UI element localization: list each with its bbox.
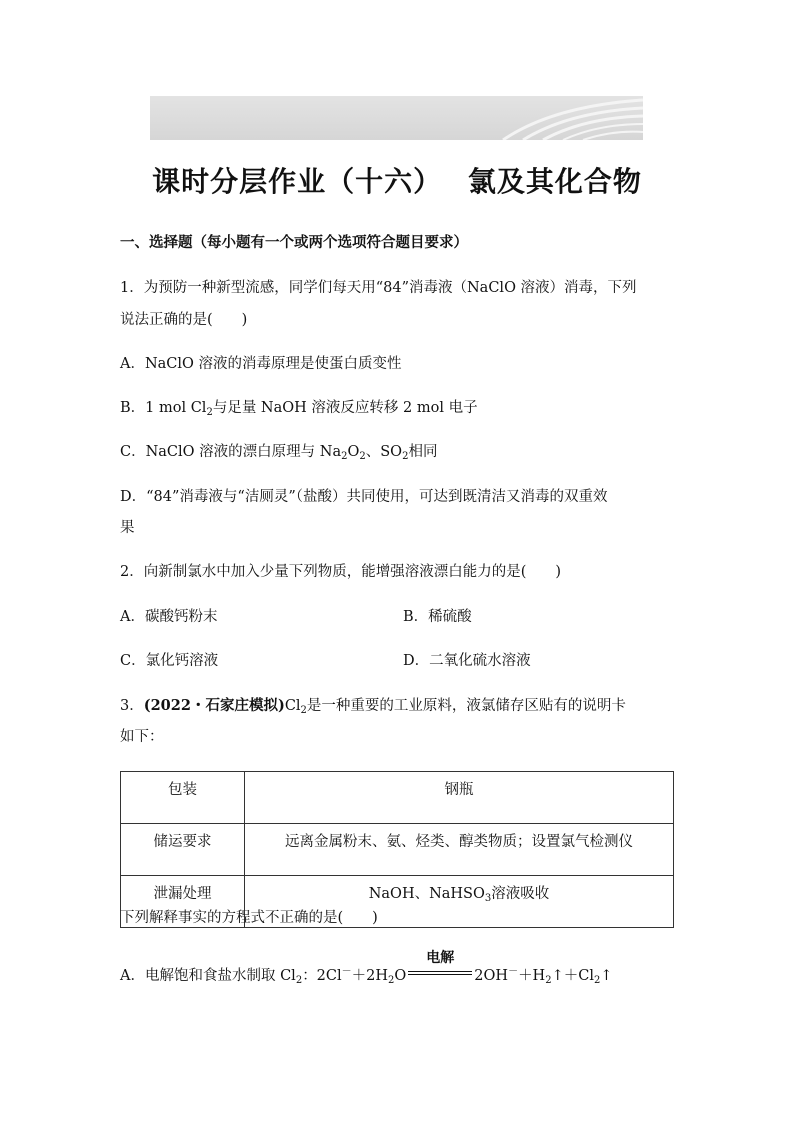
q3-a-o: O [394,967,407,984]
q1-option-d-line2: 果 [120,520,135,536]
q1-b-pre: B．1 mol Cl [120,400,207,416]
electrolysis-arrow [408,950,472,982]
q1-stem-line1: 1．为预防一种新型流感，同学们每天用“84”消毒液（NaClO 溶液）消毒，下列 [120,280,637,296]
sub-2: 2 [359,451,366,462]
q3-a-rhs5: ↑ [600,967,613,984]
q3-stem-line2: 如下： [120,729,164,745]
q1-option-c [120,442,437,467]
q3-a-colon: ：2Cl [302,967,342,984]
decorative-waves-icon [483,96,643,140]
sub-2: 2 [402,451,409,462]
header-banner [150,96,643,140]
q3-a-plus: ＋2H [351,967,389,984]
sub-2: 2 [388,974,395,986]
q3-stem-b: 是一种重要的工业原料，液氯储存区贴有的说明卡 [306,698,626,714]
q2-option-a: A．碳酸钙粉末 [120,609,218,625]
table-cell: 包装 [121,772,245,824]
reaction-condition: 电解 [426,950,455,966]
table-cell: 钢瓶 [245,772,674,824]
q2-option-b: B．稀硫酸 [403,609,472,625]
superscript-minus: － [341,966,352,977]
q1-option-a: A．NaClO 溶液的消毒原理是使蛋白质变性 [120,356,402,372]
q3-ask: 下列解释事实的方程式不正确的是( ) [120,910,378,926]
sub-2: 2 [206,407,213,418]
sub-2: 2 [545,974,552,986]
q3-a-rhs1: 2OH [474,967,509,984]
sub-2: 2 [593,974,601,986]
q3-stem-line1 [120,696,626,721]
superscript-minus: － [508,966,519,977]
q3-source: (2022・石家庄模拟) [143,697,285,714]
table-cell: 泄漏处理 [121,876,245,928]
table-row [121,824,674,876]
q3-a-pre: A．电解饱和食盐水制取 Cl [120,967,296,984]
q1-c-mid1: O [347,444,360,460]
q3-a-rhs3: ＋H [518,967,546,984]
q1-option-b [120,398,478,423]
sub-2: 2 [300,705,307,716]
table-cell: 远离金属粉末、氨、烃类、醇类物质；设置氯气检测仪 [245,824,674,876]
q1-c-mid2: 、SO [365,444,403,460]
q2-option-c: C．氯化钙溶液 [120,653,219,669]
storage-info-table [120,771,674,928]
r3-pre: NaOH、NaHSO [368,886,485,902]
q3-option-a [120,950,613,991]
q3-number: 3． [120,698,144,714]
page-title: 课时分层作业（十六） 氯及其化合物 [152,165,642,198]
q3-stem-a: Cl [284,698,301,714]
q1-option-d-line1: D．“84”消毒液与“洁厕灵”（盐酸）共同使用，可达到既清洁又消毒的双重效 [120,489,608,505]
table-row [121,772,674,824]
sub-3: 3 [484,893,492,904]
q1-b-post: 与足量 NaOH 溶液反应转移 2 mol 电子 [212,400,478,416]
q1-c-post: 相同 [408,444,438,460]
sub-2: 2 [341,451,348,462]
q1-c-pre: C．NaClO 溶液的漂白原理与 Na [120,444,342,460]
section-heading: 一、选择题（每小题有一个或两个选项符合题目要求） [120,234,468,251]
q1-stem-line2: 说法正确的是( ) [120,312,248,328]
q3-a-rhs4: ↑＋Cl [551,967,594,984]
q2-option-d: D．二氧化硫水溶液 [403,653,531,669]
table-cell: 储运要求 [121,824,245,876]
sub-2: 2 [295,974,303,986]
r3-post: 溶液吸收 [491,886,550,902]
q2-stem: 2．向新制氯水中加入少量下列物质，能增强溶液漂白能力的是( ) [120,564,562,580]
